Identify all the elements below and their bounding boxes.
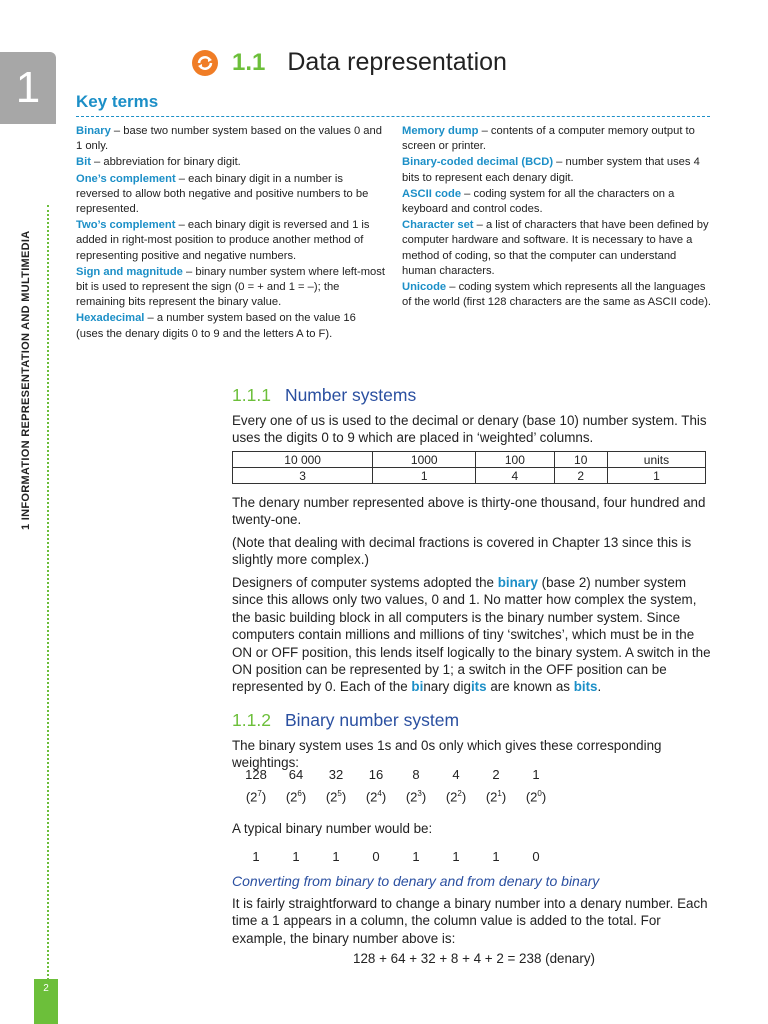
key-term: Sign and magnitude – binary number system where left-most bit is used to represent the sign (0 = + and 1 = –); the remaining bits represent the binary value. [76, 265, 385, 309]
subsection-binary-number-system [232, 710, 716, 731]
chapter-number-tab [0, 52, 56, 124]
key-terms-divider [76, 116, 710, 117]
key-terms-right-column [402, 124, 712, 311]
side-dotted-rule [47, 205, 49, 980]
key-term: Two’s complement – each binary digit is reversed and 1 is added in right-most position to produce another method of representing positive and negative numbers. [76, 219, 370, 262]
binary-example-bits: 1 1 1 0 1 1 1 0 [252, 849, 540, 864]
paragraph: The binary system uses 1s and 0s only which gives these corresponding weightings: [232, 738, 662, 771]
chapter-number: 1 [15, 63, 41, 112]
key-term: Hexadecimal – a number system based on the value 16 (uses the denary digits 0 to 9 and the letters A to F). [76, 312, 356, 340]
page-number: 2 [34, 979, 58, 1024]
paragraph: Every one of us is used to the decimal or denary (base 10) number system. This uses the digits 0 to 9 which are placed in ‘weighted’ columns. [232, 413, 707, 446]
section-number: 1.1 [232, 48, 266, 76]
subsection-number-systems [232, 385, 716, 406]
binary-exponents-row: $(2^7)$ $(2^6)$ $(2^5)$ $(2^4)$ $(2^3)$ $(2^2)$ $(2^1)$ $(2^0)$ [245, 789, 547, 805]
paragraph: (Note that dealing with decimal fractions is covered in Chapter 13 since this is slightly more complex.) [232, 535, 692, 568]
key-term: Binary – base two number system based on the values 0 and 1 only. [76, 125, 382, 153]
chapter-side-title: 1 INFORMATION REPRESENTATION AND MULTIMEDIA [20, 230, 32, 530]
key-term: Character set – a list of characters that have been defined by computer hardware and software. It is necessary to have a method of coding, so that the computer can understand human characters. [402, 219, 709, 277]
key-term: Memory dump – contents of a computer memory output to screen or printer. [402, 125, 695, 153]
binary-weights-row: 128 64 32 16 8 4 2 1 [245, 767, 540, 782]
subsection-heading: 1.1.2 Binary number system [232, 710, 460, 730]
key-term: Unicode – coding system which represents all the languages of the world (first 128 characters are the same as ASCII code). [402, 281, 712, 309]
denary-columns-table [232, 451, 716, 484]
section-heading [192, 48, 507, 77]
sum-equation: 128 + 64 + 32 + 8 + 4 + 2 = 238 (denary) [353, 951, 595, 966]
key-term: Binary-coded decimal (BCD) – number system that uses 4 bits to represent each denary digit. [402, 156, 700, 184]
table-row: 3 1 4 2 1 [233, 468, 706, 484]
paragraph: A typical binary number would be: [232, 821, 433, 836]
paragraph: The denary number represented above is thirty-one thousand, four hundred and twenty-one. [232, 495, 706, 528]
section-title: Data representation [287, 48, 507, 76]
key-terms-left-column [76, 124, 386, 343]
table-row: 10 000 1000 100 10 units [233, 452, 706, 468]
paragraph: Designers of computer systems adopted the binary (base 2) number system since this allows only two values, 0 and 1. No matter how complex the system, the basic building block in all computers is the binary number system. Since computers contain millions and millions of tiny ‘switches’, which must be in the ON or OFF position, this lends itself logically to the binary system. A switch in the ON position can be represented by 1; a switch in the OFF position can be represented by 0. Each of the binary digits are known as bits. [232, 575, 711, 695]
key-terms-heading: Key terms [76, 92, 159, 111]
key-term: Bit – abbreviation for binary digit. [76, 156, 241, 169]
section-arrows-icon [192, 50, 218, 76]
paragraph: It is fairly straightforward to change a binary number into a denary number. Each time a 1 appears in a column, the column value is added to the total. For example, the binary number above is: [232, 896, 708, 946]
key-term: ASCII code – coding system for all the characters on a keyboard and control codes. [402, 187, 675, 216]
key-term: One’s complement – each binary digit in a number is reversed to allow both negative and positive numbers to be represented. [76, 172, 369, 216]
subsection-heading: 1.1.1 Number systems [232, 385, 417, 405]
subheading-converting: Converting from binary to denary and from denary to binary [232, 873, 600, 889]
